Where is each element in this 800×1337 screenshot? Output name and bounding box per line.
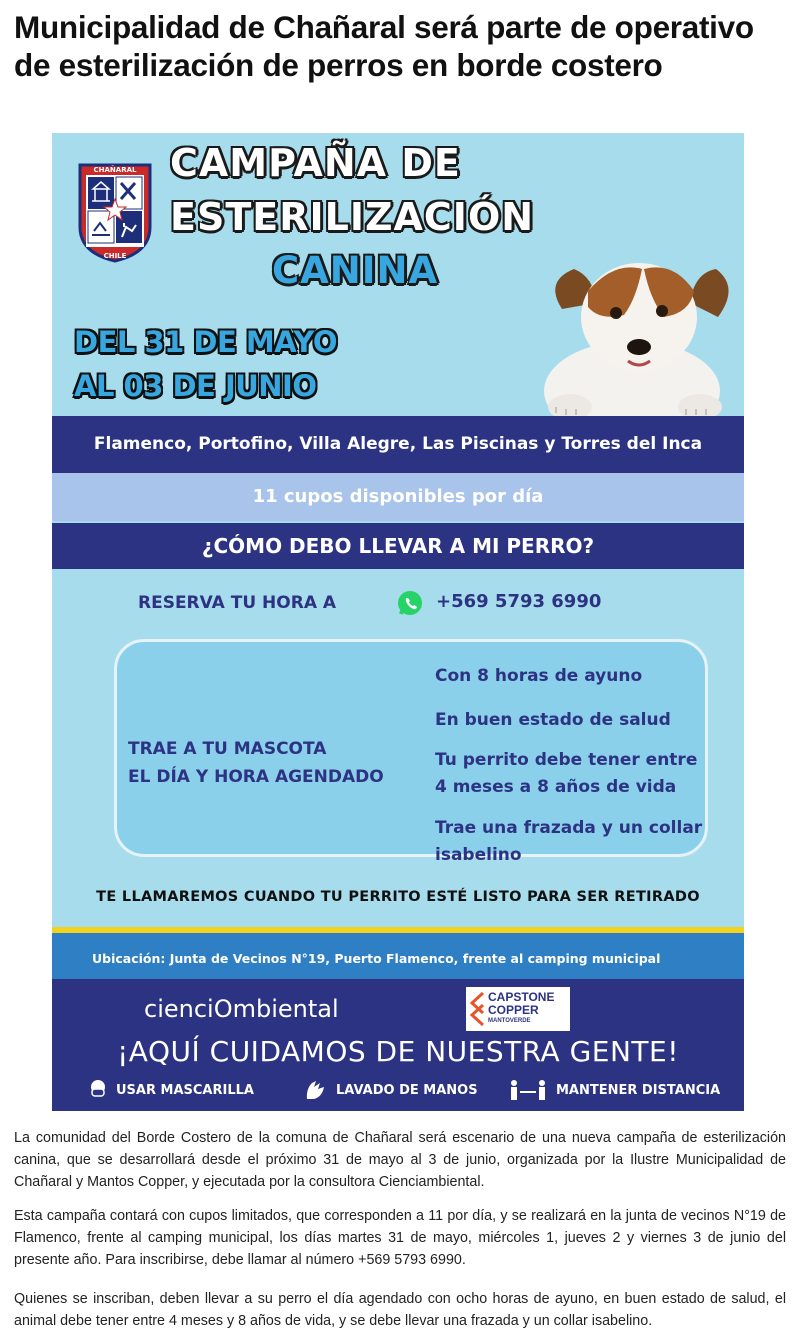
bring-line-1: TRAE A TU MASCOTA <box>128 739 327 759</box>
hands-wash-icon <box>304 1079 328 1101</box>
requirement-blanket: Trae una frazada y un collar isabelino <box>435 818 703 865</box>
date-start: DEL 31 DE MAYO <box>74 325 338 359</box>
crest-top-label: CHAÑARAL <box>93 166 137 174</box>
capstone-sub: MANTOVERDE <box>488 1018 531 1024</box>
crest-bottom-label: CHILE <box>103 252 127 260</box>
covid-tips <box>52 1079 744 1103</box>
capstone-logo <box>466 987 570 1031</box>
headline-line-2: ESTERILIZACIÓN <box>170 195 535 239</box>
capstone-line-2: COPPER <box>488 1003 539 1017</box>
campaign-poster <box>52 133 744 1111</box>
dog-photo <box>504 251 744 421</box>
places-band: Flamenco, Portofino, Villa Alegre, Las Piscinas y Torres del Inca <box>52 416 744 473</box>
mask-icon <box>88 1079 108 1101</box>
article-title: Municipalidad de Chañaral será parte de operativo de esterilización de perros en borde costero <box>14 9 754 83</box>
bring-instructions <box>128 735 384 791</box>
requirement-age: Tu perrito debe tener entre 4 meses a 8 años de vida <box>435 750 698 797</box>
bring-line-2: EL DÍA Y HORA AGENDADO <box>128 767 384 787</box>
phone-number[interactable]: +569 5793 6990 <box>436 591 602 612</box>
tip-handwash: LAVADO DE MANOS <box>336 1083 478 1098</box>
sponsor-footer <box>52 979 744 1111</box>
crest-icon <box>76 161 154 263</box>
headline-line-1: CAMPAÑA DE <box>170 141 461 185</box>
headline-line-3: CANINA <box>272 249 439 292</box>
capstone-line-1: CAPSTONE <box>488 990 555 1004</box>
location-band: Ubicación: Junta de Vecinos N°19, Puerto Flamenco, frente al camping municipal <box>52 927 744 979</box>
article-paragraph-2: Esta campaña contará con cupos limitados, que corresponden a 11 por día, y se realizará en la junta de vecinos N°19 de Flamenco, frente al camping municipal, los días martes 31 de mayo, miércoles 1, jueves 2 y viernes 3 de junio del presente año. Para inscribirse, debe llamar al número +569 5793 6990. <box>14 1208 786 1268</box>
whatsapp-icon <box>396 589 424 617</box>
call-notice: TE LLAMAREMOS CUANDO TU PERRITO ESTÉ LISTO PARA SER RETIRADO <box>96 889 700 905</box>
slogan: ¡AQUÍ CUIDAMOS DE NUESTRA GENTE! <box>117 1035 679 1068</box>
article-paragraph-3: Quienes se inscriban, deben llevar a su perro el día agendado con ocho horas de ayuno, en buen estado de salud, el animal debe tener entre 4 meses y 8 años de vida, y se debe llevar una frazada y un collar isabelino. <box>14 1291 786 1329</box>
cienciambiental-logo: cienciOmbiental <box>144 995 339 1023</box>
tip-mask: USAR MASCARILLA <box>116 1083 254 1098</box>
question-band: ¿CÓMO DEBO LLEVAR A MI PERRO? <box>52 523 744 569</box>
article-paragraph-1: La comunidad del Borde Costero de la comuna de Chañaral será escenario de una nueva campaña de esterilización canina, que se desarrollará desde el próximo 31 de mayo al 3 de junio, organizada por la Ilustre Municipalidad de Chañaral y Mantos Copper, y ejecutada por la consultora Cienciambiental. <box>14 1130 786 1190</box>
reserve-label: RESERVA TU HORA A <box>138 593 337 613</box>
requirement-health: En buen estado de salud <box>435 710 671 730</box>
distance-icon <box>508 1079 548 1101</box>
requirement-fasting: Con 8 horas de ayuno <box>435 666 643 686</box>
tip-distance: MANTENER DISTANCIA <box>556 1083 721 1098</box>
slots-band: 11 cupos disponibles por día <box>52 473 744 521</box>
date-end: AL 03 DE JUNIO <box>74 369 317 403</box>
capstone-logo-icon <box>469 991 485 1027</box>
